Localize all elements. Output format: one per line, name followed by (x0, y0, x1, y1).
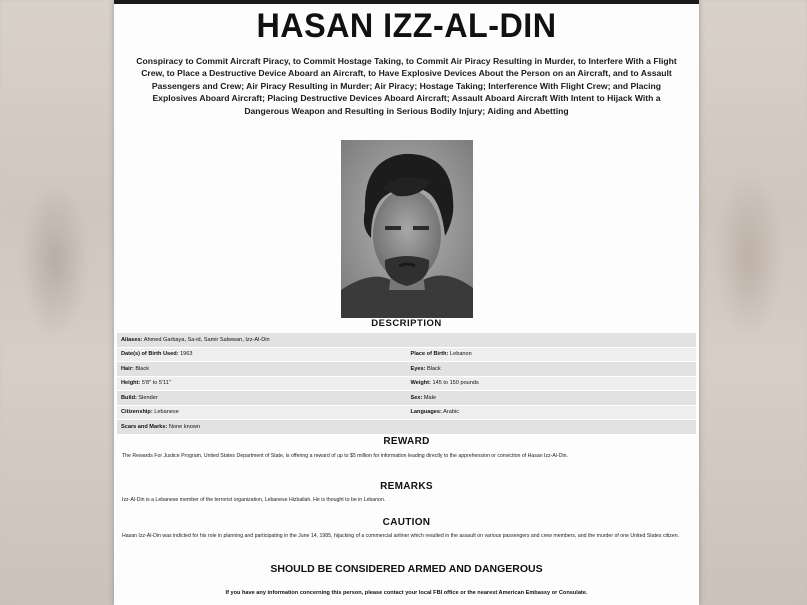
build-cell (117, 391, 407, 406)
build-label: Build: (121, 394, 137, 401)
table-row (117, 420, 696, 435)
citizenship-cell (117, 405, 407, 420)
citizenship-value: Lebanese (154, 409, 179, 416)
languages-cell (407, 405, 697, 420)
wanted-name: HASAN IZZ-AL-DIN (256, 7, 557, 45)
wanted-poster (114, 0, 699, 605)
charges-text: Conspiracy to Commit Aircraft Piracy, to Commit Hostage Taking, to Commit Air Piracy Resulting in Murder, to Interfere With a Flight Crew, to Place a Destructive Device Aboard an Aircraft, to Have Explosive Devices About the Person on an Aircraft, and to Assault Passengers and Crew; Air Piracy Resulting in Murder; Air Piracy; Hostage Taking; Interference With Flight Crew; and Placing Explosives Aboard Aircraft; Placing Destructive Devices Aboard Aircraft; Assault Aboard Aircraft With Intent to Hijack With a Dangerous Weapon and Resulting in Serious Bodily Injury; Aiding and Abetting (136, 56, 677, 116)
languages-label: Languages: (410, 409, 442, 416)
caution-heading: CAUTION (382, 517, 431, 528)
weight-label: Weight: (410, 380, 431, 387)
table-row (117, 333, 696, 347)
table-row (117, 391, 696, 406)
languages-value: Arabic (443, 409, 460, 416)
aliases-cell (117, 333, 696, 347)
suspect-photo (341, 140, 473, 318)
eyes-value: Black (427, 365, 441, 372)
aliases-label: Aliases: (121, 336, 143, 343)
reward-text: The Rewards For Justice Program, United States Department of State, is offering a reward of up to $5 million for information leading directly to the apprehension or conviction of Hasan Izz-Al-Din. (122, 453, 568, 459)
caution-text: Hasan Izz-Al-Din was indicted for his role in planning and participating in the June 14, 1985, hijacking of a commercial airliner which resulted in the assault on various passengers and crew members, and the murder of one United States citizen. (122, 533, 680, 539)
description-table (117, 333, 696, 435)
hair-value: Black (135, 365, 149, 372)
reward-heading: REWARD (383, 436, 430, 447)
armed-dangerous-warning: SHOULD BE CONSIDERED ARMED AND DANGEROUS (270, 563, 543, 575)
dob-value: 1963 (180, 351, 193, 358)
contact-footer: If you have any information concerning this person, please contact your local FBI office or the nearest American Embassy or Consulate. (225, 590, 588, 596)
birthplace-value: Lebanon (449, 351, 472, 358)
height-label: Height: (121, 380, 141, 387)
sex-cell (407, 391, 697, 406)
scars-cell (117, 420, 696, 435)
sex-label: Sex: (410, 394, 423, 401)
height-value: 5'8" to 5'11" (141, 380, 171, 387)
remarks-text: Izz-Al-Din is a Lebanese member of the terrorist organization, Lebanese Hizballah. He is thought to be in Lebanon. (122, 497, 386, 503)
table-row (117, 347, 696, 362)
table-row (117, 362, 696, 377)
description-heading: DESCRIPTION (371, 318, 442, 329)
birthplace-cell (407, 347, 697, 362)
remarks-heading: REMARKS (380, 481, 433, 492)
sex-value: Male (423, 394, 437, 401)
eyes-cell (407, 362, 697, 377)
table-row (117, 405, 696, 420)
weight-cell (407, 376, 697, 391)
hair-cell (117, 362, 407, 377)
hair-label: Hair: (121, 365, 134, 372)
table-row (117, 376, 696, 391)
dob-cell (117, 347, 407, 362)
citizenship-label: Citizenship: (121, 409, 153, 416)
top-border (114, 0, 699, 4)
scars-label: Scars and Marks: (121, 423, 168, 430)
weight-value: 145 to 150 pounds (432, 380, 479, 387)
birthplace-label: Place of Birth: (410, 351, 449, 358)
build-value: Slender (138, 394, 158, 401)
height-cell (117, 376, 407, 391)
aliases-value: Ahmed Garbaya, Sa-id, Samir Salwwan, Izz-Al-Din (143, 336, 270, 343)
scars-value: None known (168, 423, 200, 430)
eyes-label: Eyes: (410, 365, 426, 372)
dob-label: Date(s) of Birth Used: (121, 351, 179, 358)
blurred-background-right (699, 0, 807, 605)
blurred-background-left (0, 0, 114, 605)
